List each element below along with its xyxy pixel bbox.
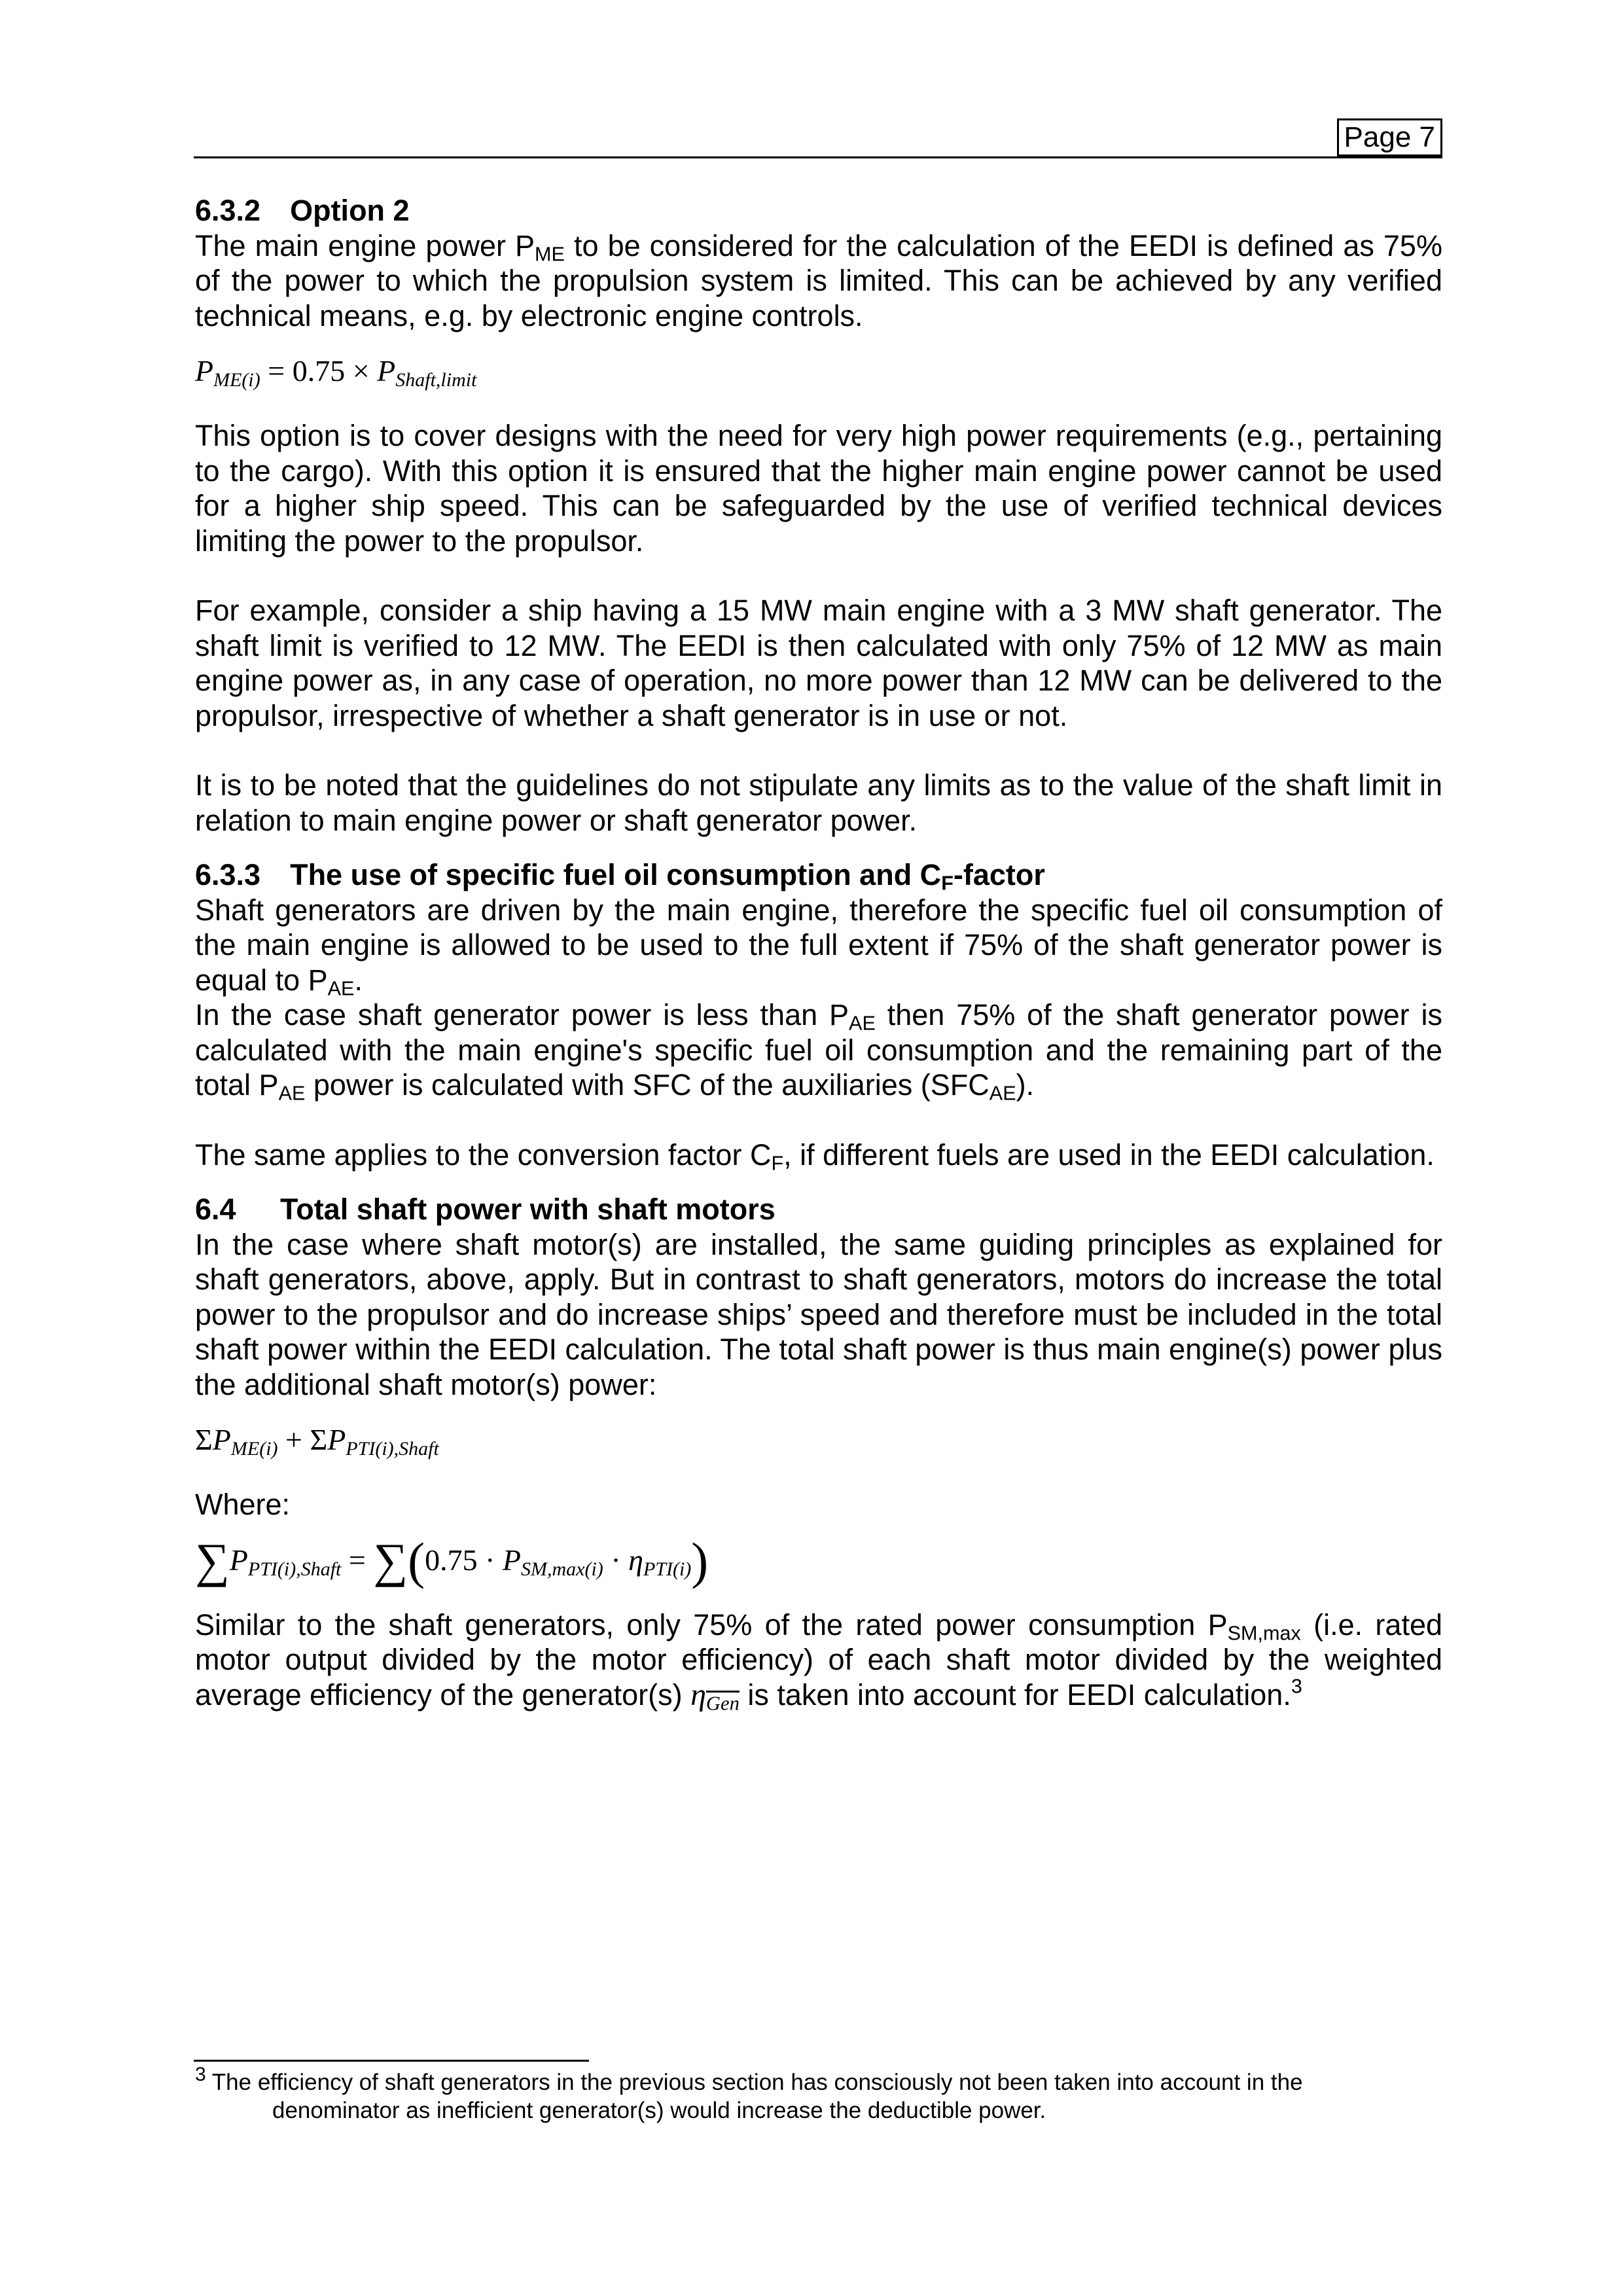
- subscript: F: [941, 872, 954, 895]
- spacer: [195, 838, 1442, 857]
- subscript: Gen: [705, 1692, 740, 1715]
- eq-subscript: ME(i): [230, 1438, 278, 1460]
- eq-coefficient: 0.75 ·: [425, 1543, 503, 1577]
- eq-subscript: SM,max(i): [521, 1558, 603, 1580]
- paragraph-conversion-factor: [195, 1138, 1442, 1173]
- paragraph-sfc-less-than-pae: [195, 997, 1442, 1103]
- text-run: then 75% of the shaft generator power is calculated with the main engine's specific fuel oil consumption and the remaining part of the total P: [195, 998, 1442, 1102]
- header-rule: [194, 156, 1442, 158]
- eq-symbol: P: [502, 1543, 522, 1577]
- equation: [195, 1532, 1442, 1589]
- text-run: to be considered for the calculation of the EEDI is defined as 75% of the power to which the propulsion system is limited. This can be achieved by any verified technical means, e.g. by electronic engine controls.: [195, 228, 1442, 332]
- text-run: .: [354, 963, 363, 997]
- text-run: The same applies to the conversion factor C: [195, 1138, 772, 1172]
- paragraph-option2-purpose: This option is to cover designs with the need for very high power requirements (e.g., pertaining to the cargo). With this option it is ensured that the higher main engine power cannot be used for a higher ship speed. This can be safeguarded by the use of verified technical devices limiting the power to the propulsor.: [195, 419, 1442, 558]
- equation: [195, 1420, 1442, 1469]
- text-run: power is calculated with SFC of the auxiliaries (SFC: [305, 1068, 990, 1102]
- eq-subscript: PTI(i): [643, 1558, 692, 1580]
- page-number: Page 7: [1337, 118, 1442, 156]
- eq-symbol: P: [229, 1543, 248, 1577]
- equation-pti-shaft: [195, 1522, 1442, 1607]
- text-run: The main engine power P: [195, 228, 535, 262]
- text-run: -factor: [953, 858, 1045, 891]
- paragraph-shaft-motor-efficiency: [195, 1607, 1442, 1713]
- paragraph-shaft-motors: In the case where shaft motor(s) are installed, the same guiding principles as explained for shaft generators, above, apply. But in contrast to shaft generators, motors do increase the total power to the propulsor and do increase ships’ speed and therefore must be included in the total shaft power within the EEDI calculation. The total shaft power is thus main engine(s) power plus the additional shaft motor(s) power:: [195, 1227, 1442, 1401]
- text-run: Similar to the shaft generators, only 75% of the rated power consumption P: [195, 1607, 1228, 1641]
- subscript: F: [771, 1152, 784, 1175]
- text-run: Shaft generators are driven by the main engine, therefore the specific fuel oil consumption of the main engine is allowed to be used to the full extent if 75% of the shaft generator power is equal to P: [195, 893, 1442, 997]
- eq-paren: ): [691, 1532, 709, 1589]
- eq-subscript: ME(i): [213, 369, 260, 391]
- footnote-rule: [194, 2060, 589, 2062]
- eq-subscript: Shaft,limit: [395, 369, 477, 391]
- subscript: AE: [327, 977, 355, 1000]
- equation-pme-limit: [195, 333, 1442, 418]
- text-run: In the case shaft generator power is less than P: [195, 998, 849, 1031]
- heading-6-3-2: 6.3.2 Option 2: [195, 194, 410, 227]
- eq-operator: + Σ: [277, 1423, 328, 1456]
- equation: [195, 351, 1442, 400]
- spacer: [195, 558, 1442, 593]
- eq-operator: ∑: [195, 1534, 230, 1588]
- eq-subscript: PTI(i),Shaft: [346, 1438, 439, 1460]
- heading-6-4: 6.4 Total shaft power with shaft motors: [195, 1193, 776, 1226]
- subscript: SM,max: [1227, 1622, 1301, 1645]
- page-body: [195, 193, 1442, 1715]
- spacer: [195, 1103, 1442, 1138]
- footnote-number: 3: [195, 2064, 206, 2085]
- where-label: Where:: [195, 1488, 291, 1521]
- equation-total-shaft-power: [195, 1402, 1442, 1487]
- spacer: [195, 1172, 1442, 1192]
- footnote-line: [195, 2064, 1442, 2096]
- eq-symbol: P: [377, 354, 396, 387]
- subscript: AE: [278, 1082, 306, 1105]
- subscript: AE: [989, 1082, 1016, 1105]
- subscript: ME: [535, 243, 565, 266]
- eq-symbol: P: [327, 1423, 346, 1456]
- paragraph-sfc-full-extent: [195, 893, 1442, 998]
- eq-paren: (: [408, 1532, 425, 1589]
- eq-symbol: P: [212, 1423, 231, 1456]
- eq-subscript: PTI(i),Shaft: [247, 1558, 342, 1580]
- text-run: (i.e. rated motor output divided by the motor efficiency) of each shaft motor divided by the weighted average efficiency of the generator(s): [195, 1607, 1442, 1712]
- text-run: The efficiency of shaft generators in the previous section has consciously not been taken into account in the: [205, 2070, 1303, 2095]
- text-run: 6.3.3 The use of specific fuel oil consumption and C: [195, 858, 942, 891]
- eq-operator: = 0.75 ×: [260, 354, 378, 387]
- text-run: ).: [1016, 1068, 1035, 1102]
- text-run: is taken into account for EEDI calculation.: [739, 1677, 1291, 1712]
- footnote-line: denominator as inefficient generator(s) would increase the deductible power.: [272, 2098, 1046, 2123]
- text-run: , if different fuels are used in the EEDI calculation.: [783, 1138, 1435, 1172]
- eq-operator: Σ: [195, 1423, 213, 1456]
- subscript: AE: [849, 1012, 876, 1035]
- heading-6-3-3: [195, 857, 1442, 893]
- footnote-ref[interactable]: 3: [1291, 1675, 1302, 1698]
- footnote-3: [195, 2064, 1442, 2125]
- eq-symbol: P: [195, 354, 214, 387]
- eq-operator: ∑: [373, 1534, 408, 1588]
- paragraph-option2-intro: [195, 228, 1442, 334]
- eq-symbol: η: [628, 1543, 643, 1577]
- eq-operator: =: [341, 1543, 374, 1577]
- spacer: [195, 733, 1442, 768]
- paragraph-option2-example: For example, consider a ship having a 15 MW main engine with a 3 MW shaft generator. The shaft limit is verified to 12 MW. The EEDI is then calculated with only 75% of 12 MW as main engine power as, in any case of operation, no more power than 12 MW can be delivered to the propulsor, irrespective of whether a shaft generator is in use or not.: [195, 594, 1442, 732]
- eq-operator: ·: [603, 1543, 629, 1577]
- paragraph-option2-note: It is to be noted that the guidelines do not stipulate any limits as to the value of the shaft limit in relation to main engine power or shaft generator power.: [195, 768, 1442, 837]
- eta-symbol: η: [690, 1677, 706, 1712]
